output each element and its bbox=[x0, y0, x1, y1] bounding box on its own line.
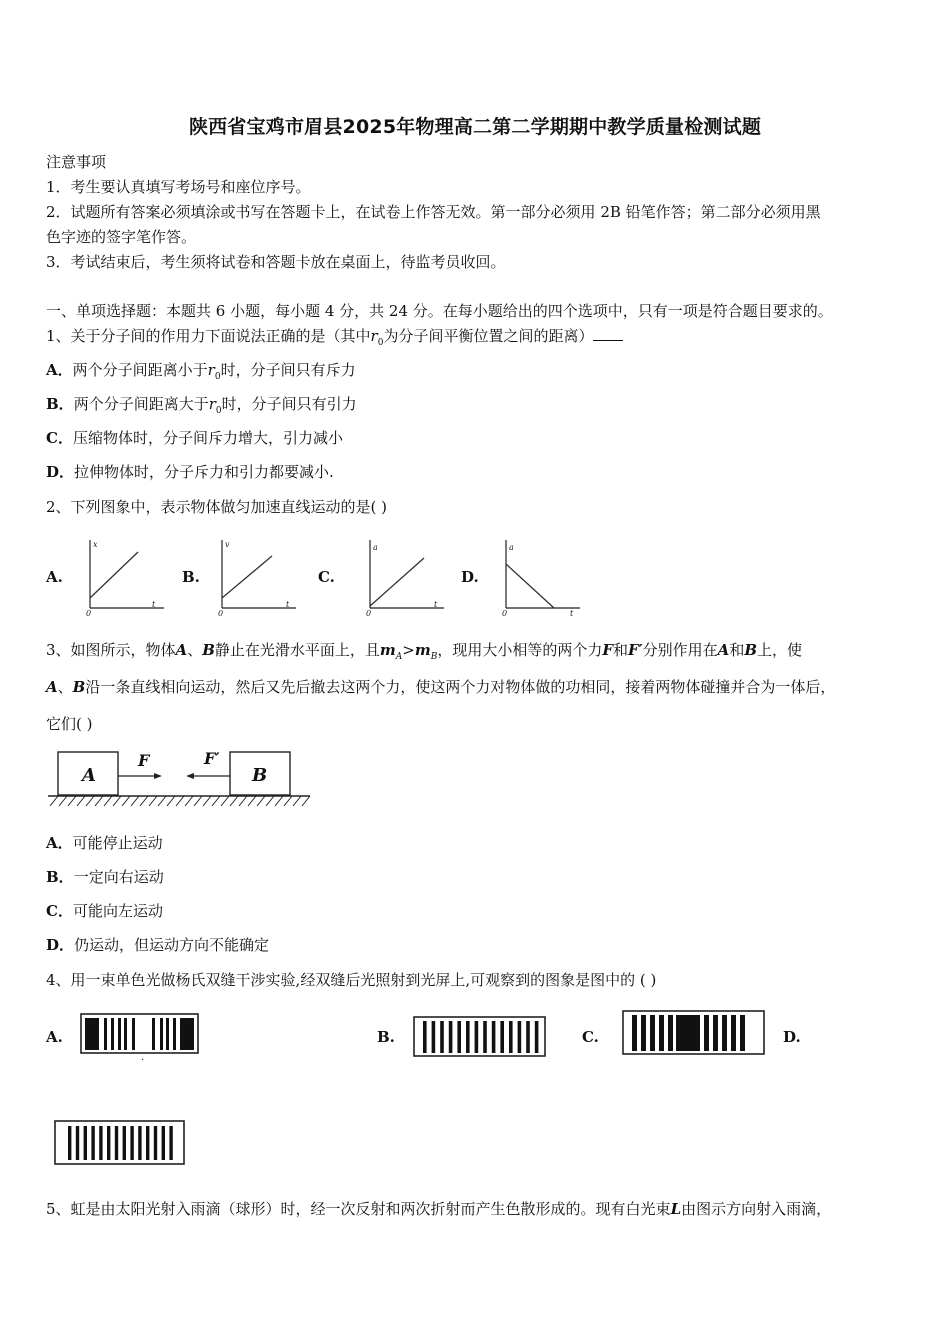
fringe-bar bbox=[704, 1015, 709, 1051]
question-3-line-2 bbox=[46, 676, 916, 698]
block-b-label: B bbox=[252, 765, 268, 786]
hatch-mark bbox=[302, 796, 310, 806]
option-r-sub: 0 bbox=[215, 406, 222, 416]
notice-item-2-cont: 色字迹的签字笔作答。 bbox=[46, 228, 197, 246]
option-label: B． bbox=[46, 395, 74, 413]
q1-option-b[interactable] bbox=[46, 393, 357, 422]
hatch-mark bbox=[230, 796, 238, 806]
fringe-bar bbox=[104, 1018, 107, 1050]
notice-heading: 注意事项 bbox=[46, 153, 107, 171]
hatch-mark bbox=[275, 796, 283, 806]
force-f-arrowhead bbox=[154, 773, 162, 779]
graph-b bbox=[214, 536, 304, 618]
hatch-mark bbox=[185, 796, 193, 806]
origin-label: 0 bbox=[366, 609, 372, 618]
fringe-bar bbox=[162, 1126, 165, 1160]
option-text: 可能向左运动 bbox=[72, 902, 163, 920]
q3-text: 沿一条直线相向运动，然后又先后撤去这两个力，使这两个力对物体做的功相同，接着两物体碰撞并合为一体后， bbox=[85, 678, 836, 696]
hatch-mark bbox=[176, 796, 184, 806]
fringe-bar bbox=[123, 1126, 126, 1160]
x-axis-label: t bbox=[570, 609, 574, 618]
option-label: C． bbox=[46, 902, 73, 920]
q4-option-c-label[interactable]: C. bbox=[582, 1028, 599, 1046]
y-axis-label: x bbox=[93, 540, 98, 549]
q3-option-c[interactable] bbox=[46, 900, 163, 922]
fringe-bar bbox=[509, 1021, 513, 1053]
graph-line bbox=[370, 558, 424, 606]
q3-text: 分别作用在 bbox=[642, 641, 718, 659]
fringe-bar bbox=[632, 1015, 637, 1051]
hatch-mark bbox=[140, 796, 148, 806]
hatch-mark bbox=[86, 796, 94, 806]
q3-mass-b-sub: B bbox=[430, 652, 438, 662]
option-text-tail: 时，分子间只有引力 bbox=[221, 395, 357, 413]
fringe-bar bbox=[166, 1018, 169, 1050]
q2-option-b-label[interactable]: B. bbox=[182, 568, 200, 586]
fringe-bar bbox=[91, 1126, 94, 1160]
question-5-stem bbox=[46, 1198, 916, 1220]
q3-mass-b: m bbox=[414, 641, 431, 659]
answer-blank bbox=[593, 326, 623, 341]
q3-text: 和 bbox=[613, 641, 629, 659]
graph-line bbox=[506, 564, 554, 608]
hatch-mark bbox=[77, 796, 85, 806]
fringe-bar bbox=[146, 1126, 149, 1160]
option-label: C． bbox=[46, 429, 73, 447]
fringe-bar bbox=[132, 1018, 135, 1050]
hatch-mark bbox=[239, 796, 247, 806]
fringe-bar bbox=[107, 1126, 110, 1160]
page-title: 陕西省宝鸡市眉县2025年物理高二第二学期期中教学质量检测试题 bbox=[188, 116, 762, 138]
force-f-prime-label: F′ bbox=[204, 749, 220, 768]
origin-label: 0 bbox=[218, 609, 224, 618]
y-axis-label: a bbox=[509, 543, 514, 552]
hatch-mark bbox=[284, 796, 292, 806]
x-axis-label: t bbox=[434, 600, 438, 609]
option-text: 可能停止运动 bbox=[72, 834, 163, 852]
fringe-bar bbox=[111, 1018, 114, 1050]
q5-text: 5、虹是由太阳光射入雨滴（球形）时，经一次反射和两次折射而产生色散形成的。现有白光束 bbox=[46, 1200, 671, 1218]
q1-r0: r bbox=[370, 327, 378, 345]
hatch-mark bbox=[221, 796, 229, 806]
option-text: 两个分子间距离大于 bbox=[73, 395, 209, 413]
q3-text: 上，使 bbox=[757, 641, 803, 659]
q3-option-d[interactable] bbox=[46, 934, 269, 956]
q1-r0-sub: 0 bbox=[377, 338, 384, 348]
force-f-prime-arrowhead bbox=[186, 773, 194, 779]
fringe-bar bbox=[475, 1021, 479, 1053]
option-text: 一定向右运动 bbox=[73, 868, 164, 886]
fringe-bar bbox=[169, 1126, 172, 1160]
fringe-bar bbox=[659, 1015, 664, 1051]
fringe-pattern-c bbox=[622, 1010, 766, 1056]
fringe-bar bbox=[180, 1018, 194, 1050]
graph-line bbox=[90, 552, 138, 598]
q1-option-a[interactable] bbox=[46, 359, 356, 388]
q4-option-b-label[interactable]: B. bbox=[377, 1028, 395, 1046]
option-r: r bbox=[208, 395, 216, 413]
x-axis-label: t bbox=[152, 600, 156, 609]
q3-text: ，现用大小相等的两个力 bbox=[437, 641, 603, 659]
block-a-label: A bbox=[82, 765, 96, 786]
option-r: r bbox=[207, 361, 215, 379]
hatch-mark bbox=[131, 796, 139, 806]
fringe-bar bbox=[713, 1015, 718, 1051]
fringe-bar bbox=[160, 1018, 163, 1050]
fringe-pattern-d bbox=[54, 1120, 186, 1166]
ground-hatch bbox=[50, 796, 310, 806]
fringe-bar bbox=[722, 1015, 727, 1051]
fringe-bar bbox=[466, 1021, 470, 1053]
hatch-mark bbox=[149, 796, 157, 806]
fringe-bar bbox=[731, 1015, 736, 1051]
hatch-mark bbox=[158, 796, 166, 806]
graph-d bbox=[498, 536, 588, 618]
y-axis-label: a bbox=[373, 543, 378, 552]
fringe-bar bbox=[492, 1021, 496, 1053]
fringe-bar bbox=[449, 1021, 453, 1053]
notice-item-1: 1．考生要认真填写考场号和座位序号。 bbox=[46, 178, 311, 196]
fringe-bar bbox=[641, 1015, 646, 1051]
fringe-pattern-a bbox=[80, 1013, 200, 1055]
q3-var-a: A bbox=[175, 641, 188, 659]
q1-stem-part-a: 1、关于分子间的作用力下面说法正确的是（其中 bbox=[46, 327, 371, 345]
hatch-mark bbox=[203, 796, 211, 806]
q2-option-a-label[interactable]: A. bbox=[46, 568, 63, 586]
option-label: A． bbox=[46, 834, 73, 852]
question-2-stem: 2、下列图象中，表示物体做匀加速直线运动的是( ) bbox=[46, 498, 388, 516]
hatch-mark bbox=[257, 796, 265, 806]
q4-option-a-label[interactable]: A. bbox=[46, 1028, 63, 1046]
fringe-pattern-b bbox=[413, 1016, 547, 1058]
origin-label: 0 bbox=[502, 609, 508, 618]
q3-var-a: A bbox=[46, 678, 58, 696]
graph-c bbox=[362, 536, 452, 618]
hatch-mark bbox=[95, 796, 103, 806]
question-4-stem: 4、用一束单色光做杨氏双缝干涉实验,经双缝后光照射到光屏上,可观察到的图象是图中的 ( ) bbox=[46, 971, 657, 989]
q2-option-d-label[interactable]: D. bbox=[461, 568, 479, 586]
fringe-bar bbox=[173, 1018, 176, 1050]
q3-blocks-figure bbox=[44, 746, 316, 812]
hatch-mark bbox=[212, 796, 220, 806]
fringe-bar bbox=[124, 1018, 127, 1050]
origin-label: 0 bbox=[86, 609, 92, 618]
option-label: B． bbox=[46, 868, 74, 886]
question-3-line-1 bbox=[46, 639, 916, 668]
q5-var-l: L bbox=[670, 1200, 682, 1218]
fringe-bar bbox=[76, 1126, 79, 1160]
option-r-sub: 0 bbox=[214, 372, 221, 382]
fringe-bar bbox=[518, 1021, 522, 1053]
q1-stem-part-b: 为分子间平衡位置之间的距离） bbox=[383, 327, 594, 345]
option-text-tail: 时，分子间只有斥力 bbox=[220, 361, 356, 379]
q3-force-f: F bbox=[602, 641, 614, 659]
q3-gt: > bbox=[402, 641, 415, 659]
fringe-bar bbox=[154, 1126, 157, 1160]
notice-item-3: 3．考试结束后，考生须将试卷和答题卡放在桌面上，待监考员收回。 bbox=[46, 253, 506, 271]
hatch-mark bbox=[248, 796, 256, 806]
option-text: 压缩物体时，分子间斥力增大，引力减小 bbox=[72, 429, 343, 447]
hatch-mark bbox=[104, 796, 112, 806]
stray-mark: . bbox=[141, 1052, 145, 1063]
fringe-bar bbox=[500, 1021, 504, 1053]
q3-option-b[interactable] bbox=[46, 866, 164, 888]
fringe-bar bbox=[432, 1021, 436, 1053]
q3-text: 静止在光滑水平面上，且 bbox=[214, 641, 380, 659]
fringe-bar bbox=[85, 1018, 99, 1050]
option-label: D． bbox=[46, 463, 75, 481]
fringe-bar bbox=[152, 1018, 155, 1050]
q1-option-d[interactable] bbox=[46, 461, 334, 483]
fringe-bar bbox=[138, 1126, 141, 1160]
q3-var-b: B bbox=[72, 678, 86, 696]
fringe-bar bbox=[668, 1015, 673, 1051]
q4-option-d-label[interactable]: D. bbox=[783, 1028, 801, 1046]
q3-force-f-prime: F′ bbox=[628, 641, 643, 659]
q3-var-b: B bbox=[744, 641, 758, 659]
fringe-bar bbox=[535, 1021, 539, 1053]
graph-line bbox=[222, 556, 272, 598]
fringe-bar bbox=[84, 1126, 87, 1160]
q3-text: 3、如图所示，物体 bbox=[46, 641, 176, 659]
question-1-stem bbox=[46, 325, 916, 354]
q3-mass-a: m bbox=[379, 641, 396, 659]
notice-item-2: 2．试题所有答案必须填涂或书写在答题卡上，在试卷上作答无效。第一部分必须用 2B 铅笔作答；第二部分必须用黑 bbox=[46, 203, 821, 221]
fringe-bar bbox=[99, 1126, 102, 1160]
section-heading: 一、单项选择题：本题共 6 小题，每小题 4 分，共 24 分。在每小题给出的四个选项中，只有一项是符合题目要求的。 bbox=[46, 302, 833, 320]
option-label: D． bbox=[46, 936, 75, 954]
option-label: A． bbox=[46, 361, 73, 379]
option-text: 仍运动，但运动方向不能确定 bbox=[74, 936, 270, 954]
force-f-label: F bbox=[138, 751, 150, 770]
graph-a bbox=[82, 536, 172, 618]
hatch-mark bbox=[194, 796, 202, 806]
q5-text: 由图示方向射入雨滴， bbox=[681, 1200, 832, 1218]
option-text: 两个分子间距离小于 bbox=[72, 361, 208, 379]
q3-mass-a-sub: A bbox=[395, 652, 403, 662]
q3-text: 、 bbox=[57, 678, 73, 696]
fringe-bar bbox=[483, 1021, 487, 1053]
fringe-bar bbox=[676, 1015, 700, 1051]
fringe-bar bbox=[740, 1015, 745, 1051]
hatch-mark bbox=[293, 796, 301, 806]
q3-var-a: A bbox=[717, 641, 730, 659]
fringe-bar bbox=[526, 1021, 530, 1053]
fringe-bar bbox=[440, 1021, 444, 1053]
x-axis-label: t bbox=[286, 600, 290, 609]
hatch-mark bbox=[266, 796, 274, 806]
fringe-bar bbox=[115, 1126, 118, 1160]
q2-option-c-label[interactable]: C. bbox=[318, 568, 335, 586]
option-text: 拉伸物体时，分子斥力和引力都要减小. bbox=[74, 463, 334, 481]
q3-var-b: B bbox=[202, 641, 215, 659]
fringe-bar bbox=[650, 1015, 655, 1051]
hatch-mark bbox=[50, 796, 58, 806]
q3-text: 、 bbox=[187, 641, 203, 659]
question-3-line-3: 它们( ) bbox=[46, 715, 93, 733]
hatch-mark bbox=[59, 796, 67, 806]
q1-option-c[interactable] bbox=[46, 427, 343, 449]
fringe-bar bbox=[68, 1126, 71, 1160]
hatch-mark bbox=[122, 796, 130, 806]
y-axis-label: v bbox=[225, 540, 230, 549]
fringe-bar bbox=[423, 1021, 427, 1053]
hatch-mark bbox=[167, 796, 175, 806]
q3-option-a[interactable] bbox=[46, 832, 163, 854]
fringe-bar bbox=[130, 1126, 133, 1160]
q3-text: 和 bbox=[729, 641, 745, 659]
hatch-mark bbox=[68, 796, 76, 806]
fringe-bar bbox=[457, 1021, 461, 1053]
hatch-mark bbox=[113, 796, 121, 806]
fringe-bar bbox=[118, 1018, 121, 1050]
